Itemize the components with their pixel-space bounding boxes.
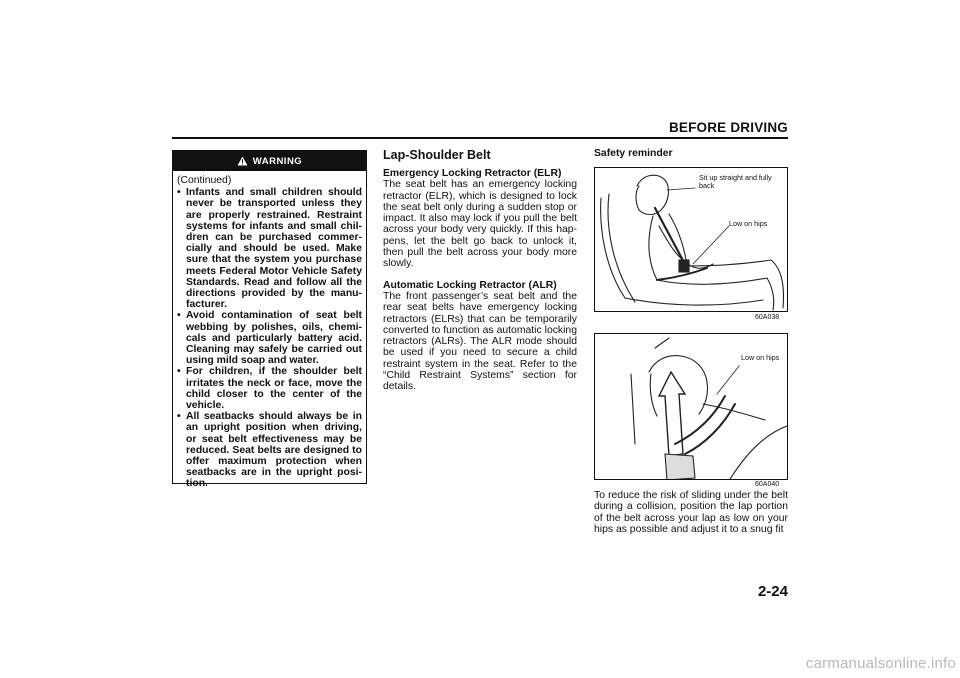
warning-list — [177, 187, 362, 489]
alr-heading: Automatic Locking Retractor (ALR) — [383, 279, 557, 291]
section-title: Lap-Shoulder Belt — [383, 148, 491, 162]
alr-text: The front passenger’s seat belt and the rear seat belts have emergency locking retractors (ELRs) that can be temporarily converted to function as automatic locking retractors (ALRs). The ALR mode should be used if you need to secure a child restraint system in the seat. Refer to the “Child Restraint Systems” section for details. — [383, 290, 577, 393]
warning-body — [173, 171, 366, 490]
figure-code-60a038: 60A038 — [755, 314, 780, 321]
header-rule — [172, 137, 788, 139]
warning-continued: (Continued) — [177, 175, 232, 186]
right-column — [594, 148, 788, 168]
page-number: 2-24 — [757, 583, 788, 600]
warning-item: • Avoid contamination of seat belt webbing by polishes, oils, chemi-cals and particularly battery acid. Cleaning may safely be carried out using mild soap and water. — [177, 310, 362, 366]
label-low-on-hips-1: Low on hips — [729, 219, 768, 228]
warning-header — [173, 151, 366, 171]
elr-text: The seat belt has an emergency locking retractor (ELR), which is designed to lock the seat belt only during a sudden stop or impact. It also may lock if you pull the belt across your body very quickly. If this hap-pens, let the belt go back to unlock it, then pull the belt across your body more slowly. — [383, 179, 577, 270]
warning-triangle-icon — [237, 156, 248, 166]
safety-heading: Safety reminder — [594, 148, 673, 159]
label-sit-up-straight: Sit up straight and fully back — [699, 173, 772, 191]
elr-heading: Emergency Locking Retractor (ELR) — [383, 168, 562, 179]
figure-code-60a040: 60A040 — [755, 481, 780, 488]
watermark: carmanualsonline.info — [805, 655, 956, 672]
page-header-title: BEFORE DRIVING — [668, 120, 788, 135]
warning-item: • Infants and small children should never be transported unless they are properly restrained. Restraint systems for infants and small chil-dren can be purchased commer-cially and should be used. Make sure that the system you purchase meets Federal Motor Vehicle Safety Standards. Read and follow all the directions provided by the manu-facturer. — [177, 187, 362, 310]
warning-item: • For children, if the shoulder belt irritates the neck or face, move the child closer to the center of the vehicle. — [177, 366, 362, 411]
warning-item: • All seatbacks should always be in an upright position when driving, or seat belt effectiveness may be reduced. Seat belts are designed to offer maximum protection when seatbacks are in the upright posi-tion. — [177, 411, 362, 489]
label-low-on-hips-2: Low on hips — [741, 353, 780, 362]
safety-bottom-text: To reduce the risk of sliding under the belt during a collision, position the lap portion of the belt across your lap as low on your hips as possible and adjust it to a snug fit — [594, 490, 788, 535]
middle-column — [383, 148, 577, 403]
warning-box — [172, 150, 367, 490]
warning-heading: WARNING — [252, 155, 303, 167]
figure-seated-posture — [594, 167, 788, 312]
figure-lap-belt — [594, 333, 788, 480]
